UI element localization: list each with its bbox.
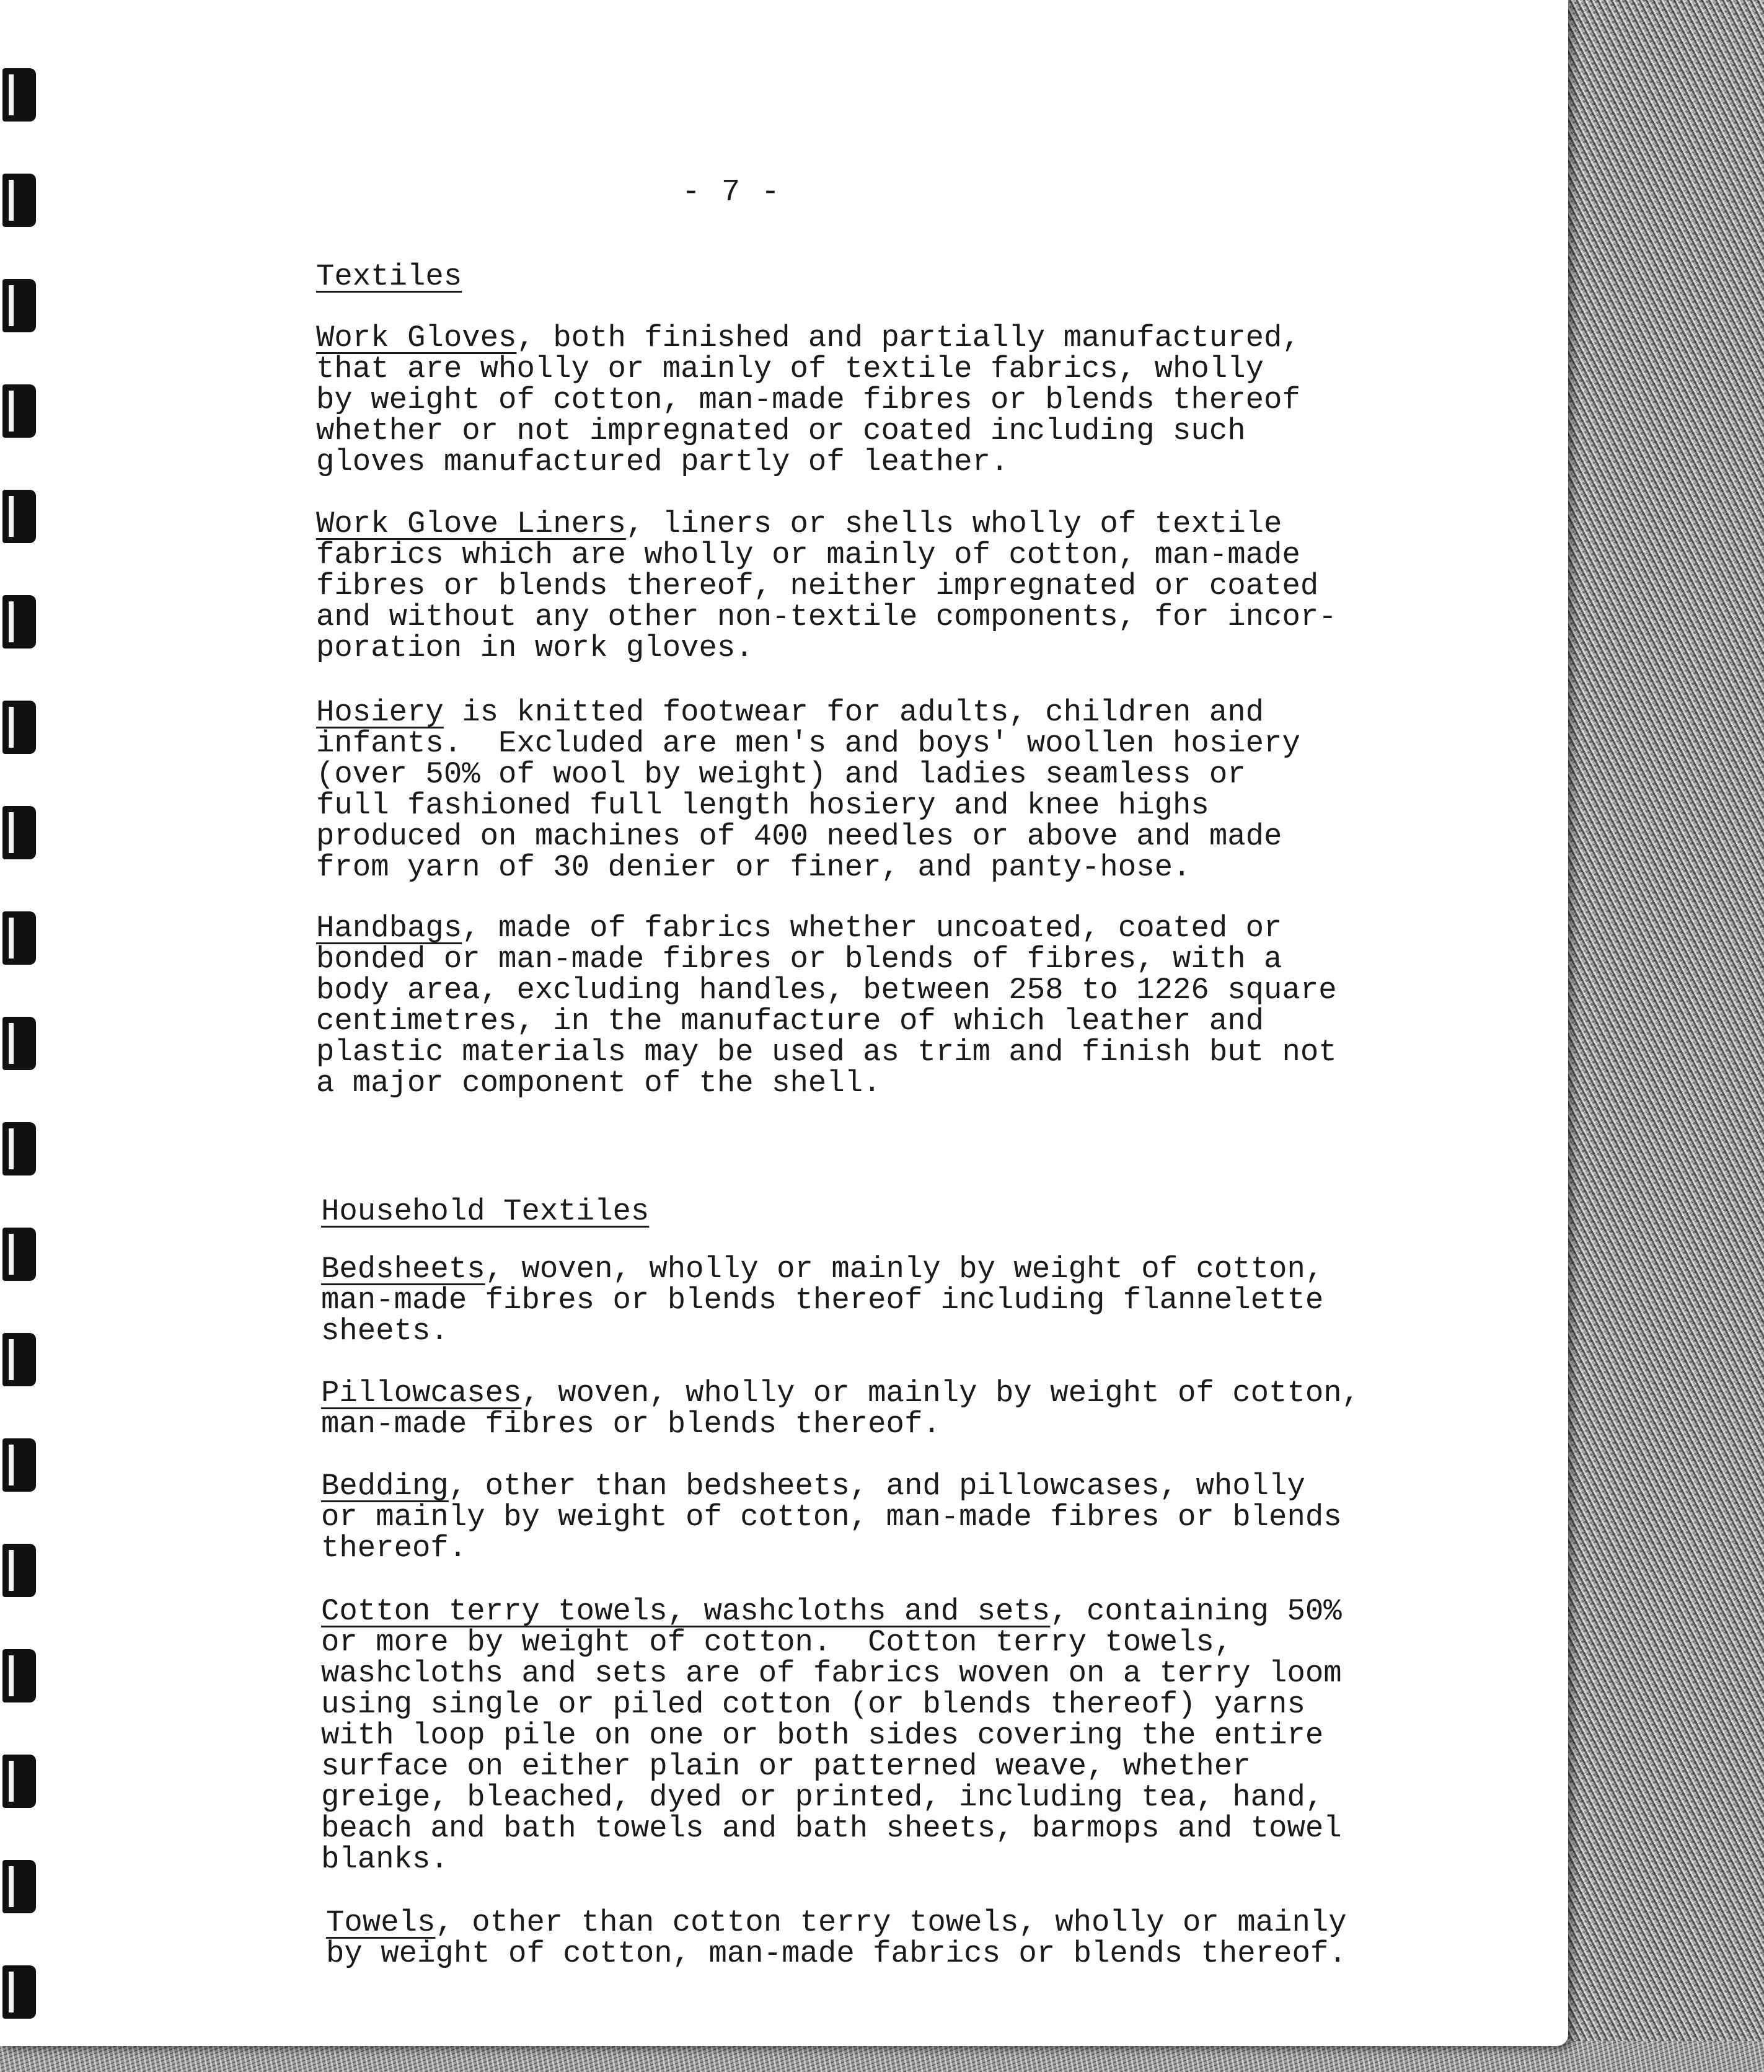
entry-term: Towels	[326, 1905, 436, 1940]
binding-ring	[2, 384, 36, 438]
binding-ring	[2, 701, 36, 754]
binding-ring	[2, 595, 36, 649]
binding-ring	[2, 806, 36, 859]
entry-term: Bedding	[321, 1469, 449, 1503]
binding-ring	[2, 1228, 36, 1281]
section-heading: Textiles	[316, 259, 462, 294]
entry-term: Cotton terry towels, washcloths and sets	[321, 1594, 1051, 1629]
entry-term: Hosiery	[316, 695, 444, 730]
binding-ring	[2, 1860, 36, 1913]
entry-bedding: Bedding, other than bedsheets, and pillowcases, wholly or mainly by weight of cotton, man-made fibres or blends thereof.	[321, 1469, 1342, 1565]
entry-work-glove-liners: Work Glove Liners, liners or shells wholly of textile fabrics which are wholly or mainly of cotton, man-made fibres or blends thereof, neither impregnated or coated and without any other non-textile components, for incor- poration in work gloves.	[316, 507, 1337, 665]
binding-ring	[2, 911, 36, 965]
binding-ring	[2, 1333, 36, 1386]
binding-ring	[2, 174, 36, 227]
binding-ring	[2, 490, 36, 543]
binding-ring	[2, 68, 36, 122]
binding-ring	[2, 1017, 36, 1070]
binding-ring	[2, 1755, 36, 1808]
entry-towels: Towels, other than cotton terry towels, wholly or mainly by weight of cotton, man-made fabrics or blends thereof.	[326, 1905, 1347, 1971]
binding-ring	[2, 1965, 36, 2019]
entry-term: Work Gloves	[316, 321, 517, 355]
entry-hosiery: Hosiery is knitted footwear for adults, children and infants. Excluded are men's and boys' woollen hosiery (over 50% of wool by weight) and ladies seamless or full fashioned full length hosiery and knee highs produced on machines of 400 needles or above and made from yarn of 30 denier or finer, and panty-hose.	[316, 695, 1300, 885]
section-heading: Household Textiles	[321, 1194, 650, 1229]
binding-ring	[2, 279, 36, 332]
spiral-binding	[0, 50, 50, 2034]
entry-pillowcases: Pillowcases, woven, wholly or mainly by weight of cotton, man-made fibres or blends thereof.	[321, 1376, 1360, 1441]
background-texture	[1562, 0, 1764, 2072]
binding-ring	[2, 1438, 36, 1492]
entry-term: Handbags	[316, 911, 462, 945]
entry-bedsheets: Bedsheets, woven, wholly or mainly by weight of cotton, man-made fibres or blends thereof including flannelette sheets.	[321, 1252, 1324, 1348]
binding-ring	[2, 1544, 36, 1597]
page-number: - 7 -	[682, 175, 782, 210]
entry-work-gloves: Work Gloves, both finished and partially manufactured, that are wholly or mainly of textile fabrics, wholly by weight of cotton, man-made fibres or blends thereof whether or not impregnated or coated including such gloves manufactured partly of leather.	[316, 321, 1300, 479]
binding-ring	[2, 1649, 36, 1702]
entry-term: Pillowcases	[321, 1376, 522, 1410]
entry-term: Bedsheets	[321, 1252, 485, 1286]
entry-term: Work Glove Liners	[316, 507, 626, 541]
binding-ring	[2, 1122, 36, 1175]
entry-handbags: Handbags, made of fabrics whether uncoated, coated or bonded or man-made fibres or blends of fibres, with a body area, excluding handles, between 258 to 1226 square centimetres, in the manufacture of which leather and plastic materials may be used as trim and finish but not a major component of the shell.	[316, 911, 1337, 1100]
entry-cotton-terry-towels: Cotton terry towels, washcloths and sets, containing 50% or more by weight of cotton. Cotton terry towels, washcloths and sets are of fabrics woven on a terry loom using single or piled cotton (or blends thereof) yarns with loop pile on one or both sides covering the entire surface on either plain or patterned weave, whether greige, bleached, dyed or printed, including tea, hand, beach and bath towels and bath sheets, barmops and towel blanks.	[321, 1594, 1342, 1877]
